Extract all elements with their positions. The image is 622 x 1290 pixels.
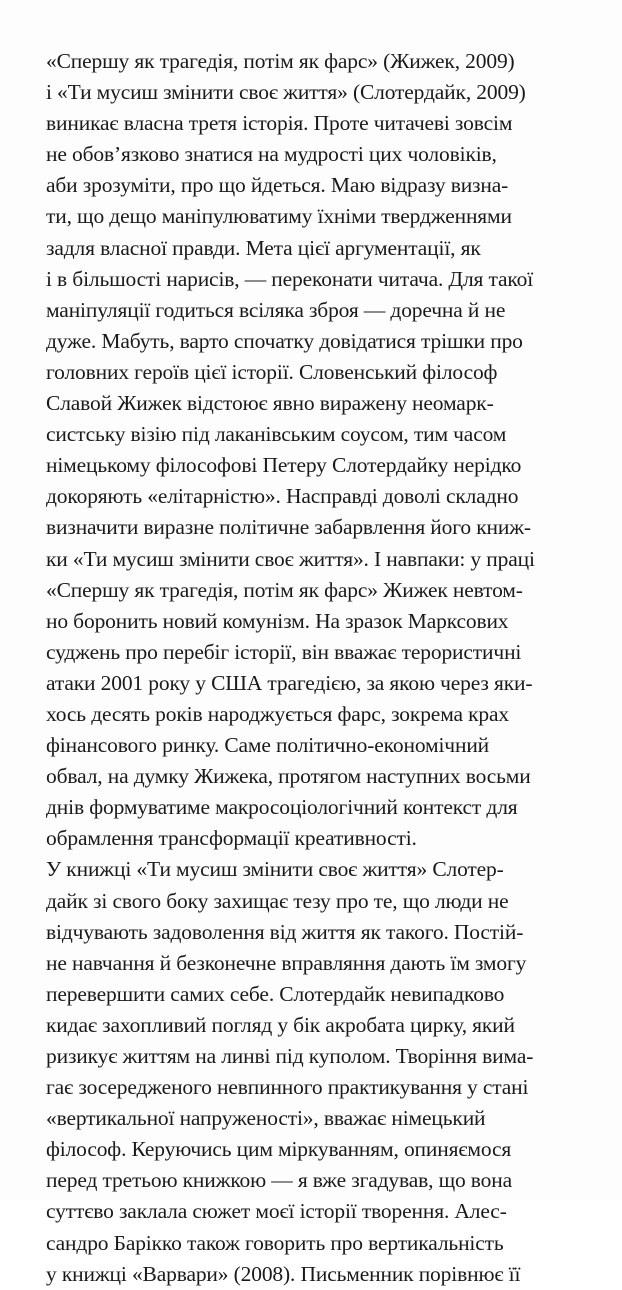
- text-line: кидає захопливий погляд у бік акробата цирку, який: [46, 1012, 515, 1037]
- text-line: днів формуватиме макросоціологічний контекст для: [46, 795, 518, 820]
- text-line: ризикує життям на линві під куполом. Творіння вима-: [46, 1044, 534, 1068]
- text-line: виникає власна третя історія. Проте читачеві зовсім: [46, 111, 513, 136]
- text-line: визначити виразне політичне забарвлення його книж-: [46, 515, 531, 540]
- text-line: дайк зі свого боку захищає тезу про те, що люди не: [46, 888, 509, 913]
- text-line: перед третьою книжкою — я вже згадував, що вона: [46, 1168, 513, 1193]
- text-line: задля власної правди. Мета цієї аргументації, як: [46, 235, 481, 260]
- text-line: і в більшості нарисів, — переконати читача. Для такої: [46, 266, 534, 291]
- text-line: обрамлення трансформації креативності.: [46, 826, 417, 851]
- text-line: головних героїв цієї історії. Словенський філософ: [46, 359, 498, 384]
- paragraph-1: [46, 46, 606, 854]
- text-line: німецькому філософові Петеру Слотердайку нерідко: [46, 453, 522, 478]
- text-line: хось десять років народжується фарс, зокрема крах: [46, 701, 510, 726]
- text-line: перевершити самих себе. Слотердайк невипадково: [46, 981, 505, 1006]
- text-line: У книжці «Ти мусиш змінити своє життя» Слотер-: [46, 857, 504, 882]
- body-text: [46, 46, 606, 1290]
- text-line: маніпуляції годиться всіляка зброя — доречна й не: [46, 297, 506, 322]
- text-line: сандро Барікко також говорить про вертикальність: [46, 1230, 504, 1255]
- text-line: гає зосередженого невпинного практикування у стані: [46, 1075, 529, 1100]
- text-line: дуже. Мабуть, варто спочатку довідатися трішки про: [46, 328, 523, 353]
- text-line: відчувають задоволення від життя як такого. Постій-: [46, 919, 524, 944]
- text-line: атаки 2001 року у США трагедією, за якою через яки-: [46, 670, 533, 695]
- text-line: «Спершу як трагедія, потім як фарс» Жижек невтом-: [46, 577, 523, 602]
- text-line: Славой Жижек відстоює явно виражену неомарк-: [46, 391, 494, 416]
- text-line: не навчання й безконечне вправляння дають їм змогу: [46, 950, 527, 975]
- text-line: суджень про перебіг історії, він вважає терористичні: [46, 639, 522, 664]
- text-line: аби зрозуміти, про що йдеться. Маю відразу визна-: [46, 173, 509, 198]
- text-line: не обов’язково знатися на мудрості цих чоловіків,: [46, 142, 497, 167]
- text-line: у книжці «Варвари» (2008). Письменник порівнює її: [46, 1261, 521, 1286]
- text-line: «Спершу як трагедія, потім як фарс» (Жижек, 2009): [46, 49, 515, 73]
- paragraph-2: [46, 854, 606, 1289]
- text-line: но боронить новий комунізм. На зразок Марксових: [46, 608, 509, 633]
- text-line: і «Ти мусиш змінити своє життя» (Слотердайк, 2009): [46, 80, 526, 105]
- text-line: філософ. Керуючись цим міркуванням, опиняємося: [46, 1137, 512, 1162]
- text-line: фінансового ринку. Саме політично-економічний: [46, 733, 490, 758]
- text-line: докоряють «елітарністю». Насправді доволі складно: [46, 484, 519, 509]
- text-line: систську візію під лаканівським соусом, тим часом: [46, 422, 507, 447]
- text-line: обвал, на думку Жижека, протягом наступних восьми: [46, 764, 531, 789]
- text-line: «вертикальної напруженості», вважає німецький: [46, 1106, 486, 1131]
- text-line: ки «Ти мусиш змінити своє життя». І навпаки: у праці: [46, 546, 535, 571]
- text-line: суттєво заклала сюжет моєї історії творення. Алес-: [46, 1199, 507, 1224]
- text-line: ти, що дещо маніпулюватиму їхніми твердженнями: [46, 204, 512, 229]
